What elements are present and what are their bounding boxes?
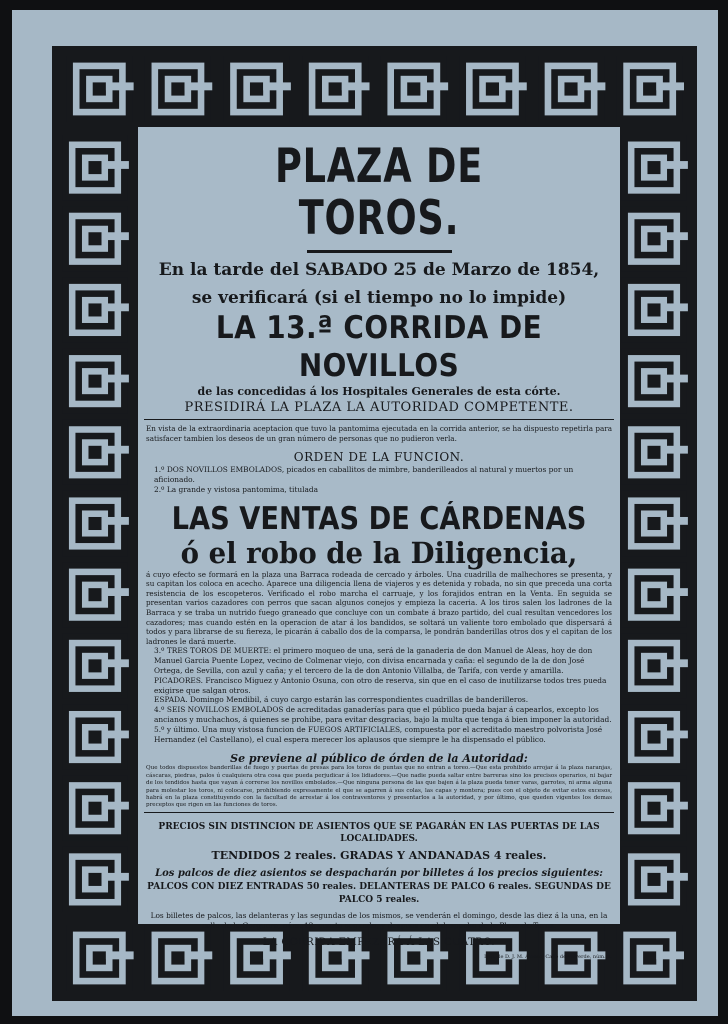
picadores-line: PICADORES. Francisco Miguez y Antonio Osuna, con otro de reserva, sin que en el caso de inutilizarse todos tres pueda exigirse que salgan otros. (154, 675, 607, 695)
prices-heading: PRECIOS SIN DISTINCION DE ASIENTOS QUE SE PAGARÁN EN LAS PUERTAS DE LAS LOCALIDADES. (158, 821, 600, 844)
tendidos-prices: TENDIDOS 2 reales. GRADAS Y ANDANADAS 4 reales. (211, 848, 547, 862)
program-item-1: 1.º DOS NOVILLOS EMBOLADOS, picados en caballitos de mimbre, banderilleados al natural y muertos por un aficionado. (154, 465, 574, 484)
program-item-3: 3.º TRES TOROS DE MUERTE: el primero moqueo de una, será de la ganaderia de don Manuel de Aleas, hoy de don Manuel Garcia Puente Lopez, vecino de Colmenar viejo, con divisa encarnada y caña: el segundo de la de don José Ortega, de Sevilla, con azul y caña; y el tercero de la de don Antonio Villalba, de Tarifa, con verde y amarilla. (154, 646, 593, 675)
notice-text: Que todos dispuestos banderillas de fuego y puertas de presas para los toros de puntas que no entran a toreo.—Que esta prohibido arrojar á la plaza naranjas, cáscaras, piedras, palos ú cualquiera otra cosa que pueda perjudicar á los lidiadores.—Que nadie pueda saltar entre barreras sino los precisos operarios, ni bajar de los tendidos hasta que vayan á correrse los novillos embolados.—Que ninguna persona de las que bajen á la plaza pueda tener varas, garrotes, ni arma alguna para molestar los toros, ni colocarse, prohibiendo expresamente el que se agarren á sus colas, las capas y montera; pues con el objeto de evitar estos excesos, habrá en la plaza constituyendo con la facultad de arrestar á los contraventores y presentarlos a la autoridad, y por último, que queden vigentes los demas preceptos que rigen en las funciones de toros. (146, 765, 612, 809)
program-item-2: 2.º La grande y vistosa pantomima, titulada (154, 484, 319, 494)
pantomime-subtitle: ó el robo de la Diligencia, (180, 535, 578, 570)
date-line: En la tarde del SABADO 25 de Marzo de 1854, (158, 260, 600, 280)
notice-heading: Se previene al público de órden de la Autoridad: (230, 752, 528, 766)
printer-credit: Imp. de D. J. M. Alonso, Calle de Valverde, núm. 8. (484, 953, 612, 960)
intro-paragraph: En vista de la extraordinaria aceptacion que tuvo la pantomima ejecutada en la corrida anterior, se ha dispuesto repetirla para satisfacer tambien los deseos de un gran número de personas que no pudieron verla. (146, 424, 612, 443)
tickets-info: Los billetes de palcos, las delanteras y las segundas de los mismos, se venderán el domingo, desde las diez á la una, en la calle de la Gorguera, núm. 12, cuarto segundo, y despues en el despacho de la Plaza de Toros. (150, 910, 608, 930)
palcos-prices: PALCOS CON DIEZ ENTRADAS 50 reales. DELANTERAS DE PALCO 6 reales. SEGUNDAS DE PALCO 5 reales. (147, 881, 611, 905)
start-time: LA CORRIDA EMPEZARÁ Á LAS CUATRO. (262, 936, 496, 948)
hospitales-line: de las concedidas á los Hospitales Generales de esta córte. (197, 385, 561, 398)
presidency-line: PRESIDIRÁ LA PLAZA LA AUTORIDAD COMPETENTE. (184, 400, 574, 415)
palcos-note: Los palcos de diez asientos se despacharán por billetes á los precios siguientes: (155, 867, 603, 879)
title-rule (307, 250, 452, 253)
program-item-5: 5.º y último. Una muy vistosa funcion de FUEGOS ARTIFICIALES, compuesta por el acreditado maestro polvorista José Hernandez (el Castellano), el cual espera merecer los aplausos que siempre le ha dispensado el público. (154, 724, 603, 744)
program-item-4: 4.º SEIS NOVILLOS EMBOLADOS de acreditadas ganaderías para que el público pueda bajar á capearlos, excepto los ancianos y muchachos, á quienes se prohibe, para evitar desgracias, bajo la multa que tenga á bien imponer la autoridad. (154, 705, 612, 724)
poster-sheet (12, 10, 718, 1016)
pantomime-description: á cuyo efecto se formará en la plaza una Barraca rodeada de cercado y árboles. Una cuadrilla de malhechores se presenta, y su capitan los coloca en acecho. Aparece una diligencia llena de viajeros y es detenida y robada, no sin que preceda una corta resistencia de los escopeteros. Verificado el robo marcha el carruaje, y los forajidos entran en la Venta. En seguida se presentan varios cazadores con perros que sacan algunos conejos y empieza la caceria. A los tiros salen los ladrones de la Barraca y se traba un nutrido fuego graneado que concluye con un combate á brazo partido, del cual resultan vencedores los cazadores; mas cuando estén en la operacion de atar á los bandidos, se soltará un valiente toro embolado que dispersará á todos y para librarse de su fiereza, le picarán á caballo dos de la comparsa, le pondrán banderillas otros dos y el capitan de los ladrones le dará muerte. (146, 569, 612, 646)
divider-2 (144, 812, 614, 813)
corrida-heading: LA 13.ª CORRIDA DE NOVILLOS (215, 310, 543, 384)
weather-line: se verificará (si el tiempo no lo impide) (191, 288, 567, 308)
espada-line: ESPADA. Domingo Mendibil, á cuyo cargo estarán las correspondientes cuadrillas de banderilleros. (154, 695, 529, 705)
poster-text-panel (138, 127, 620, 960)
pantomime-title: LAS VENTAS DE CÁRDENAS (171, 500, 587, 537)
program-heading: ORDEN DE LA FUNCION. (293, 450, 465, 465)
poster-title: PLAZA DE TOROS. (274, 139, 484, 246)
divider (144, 419, 614, 420)
